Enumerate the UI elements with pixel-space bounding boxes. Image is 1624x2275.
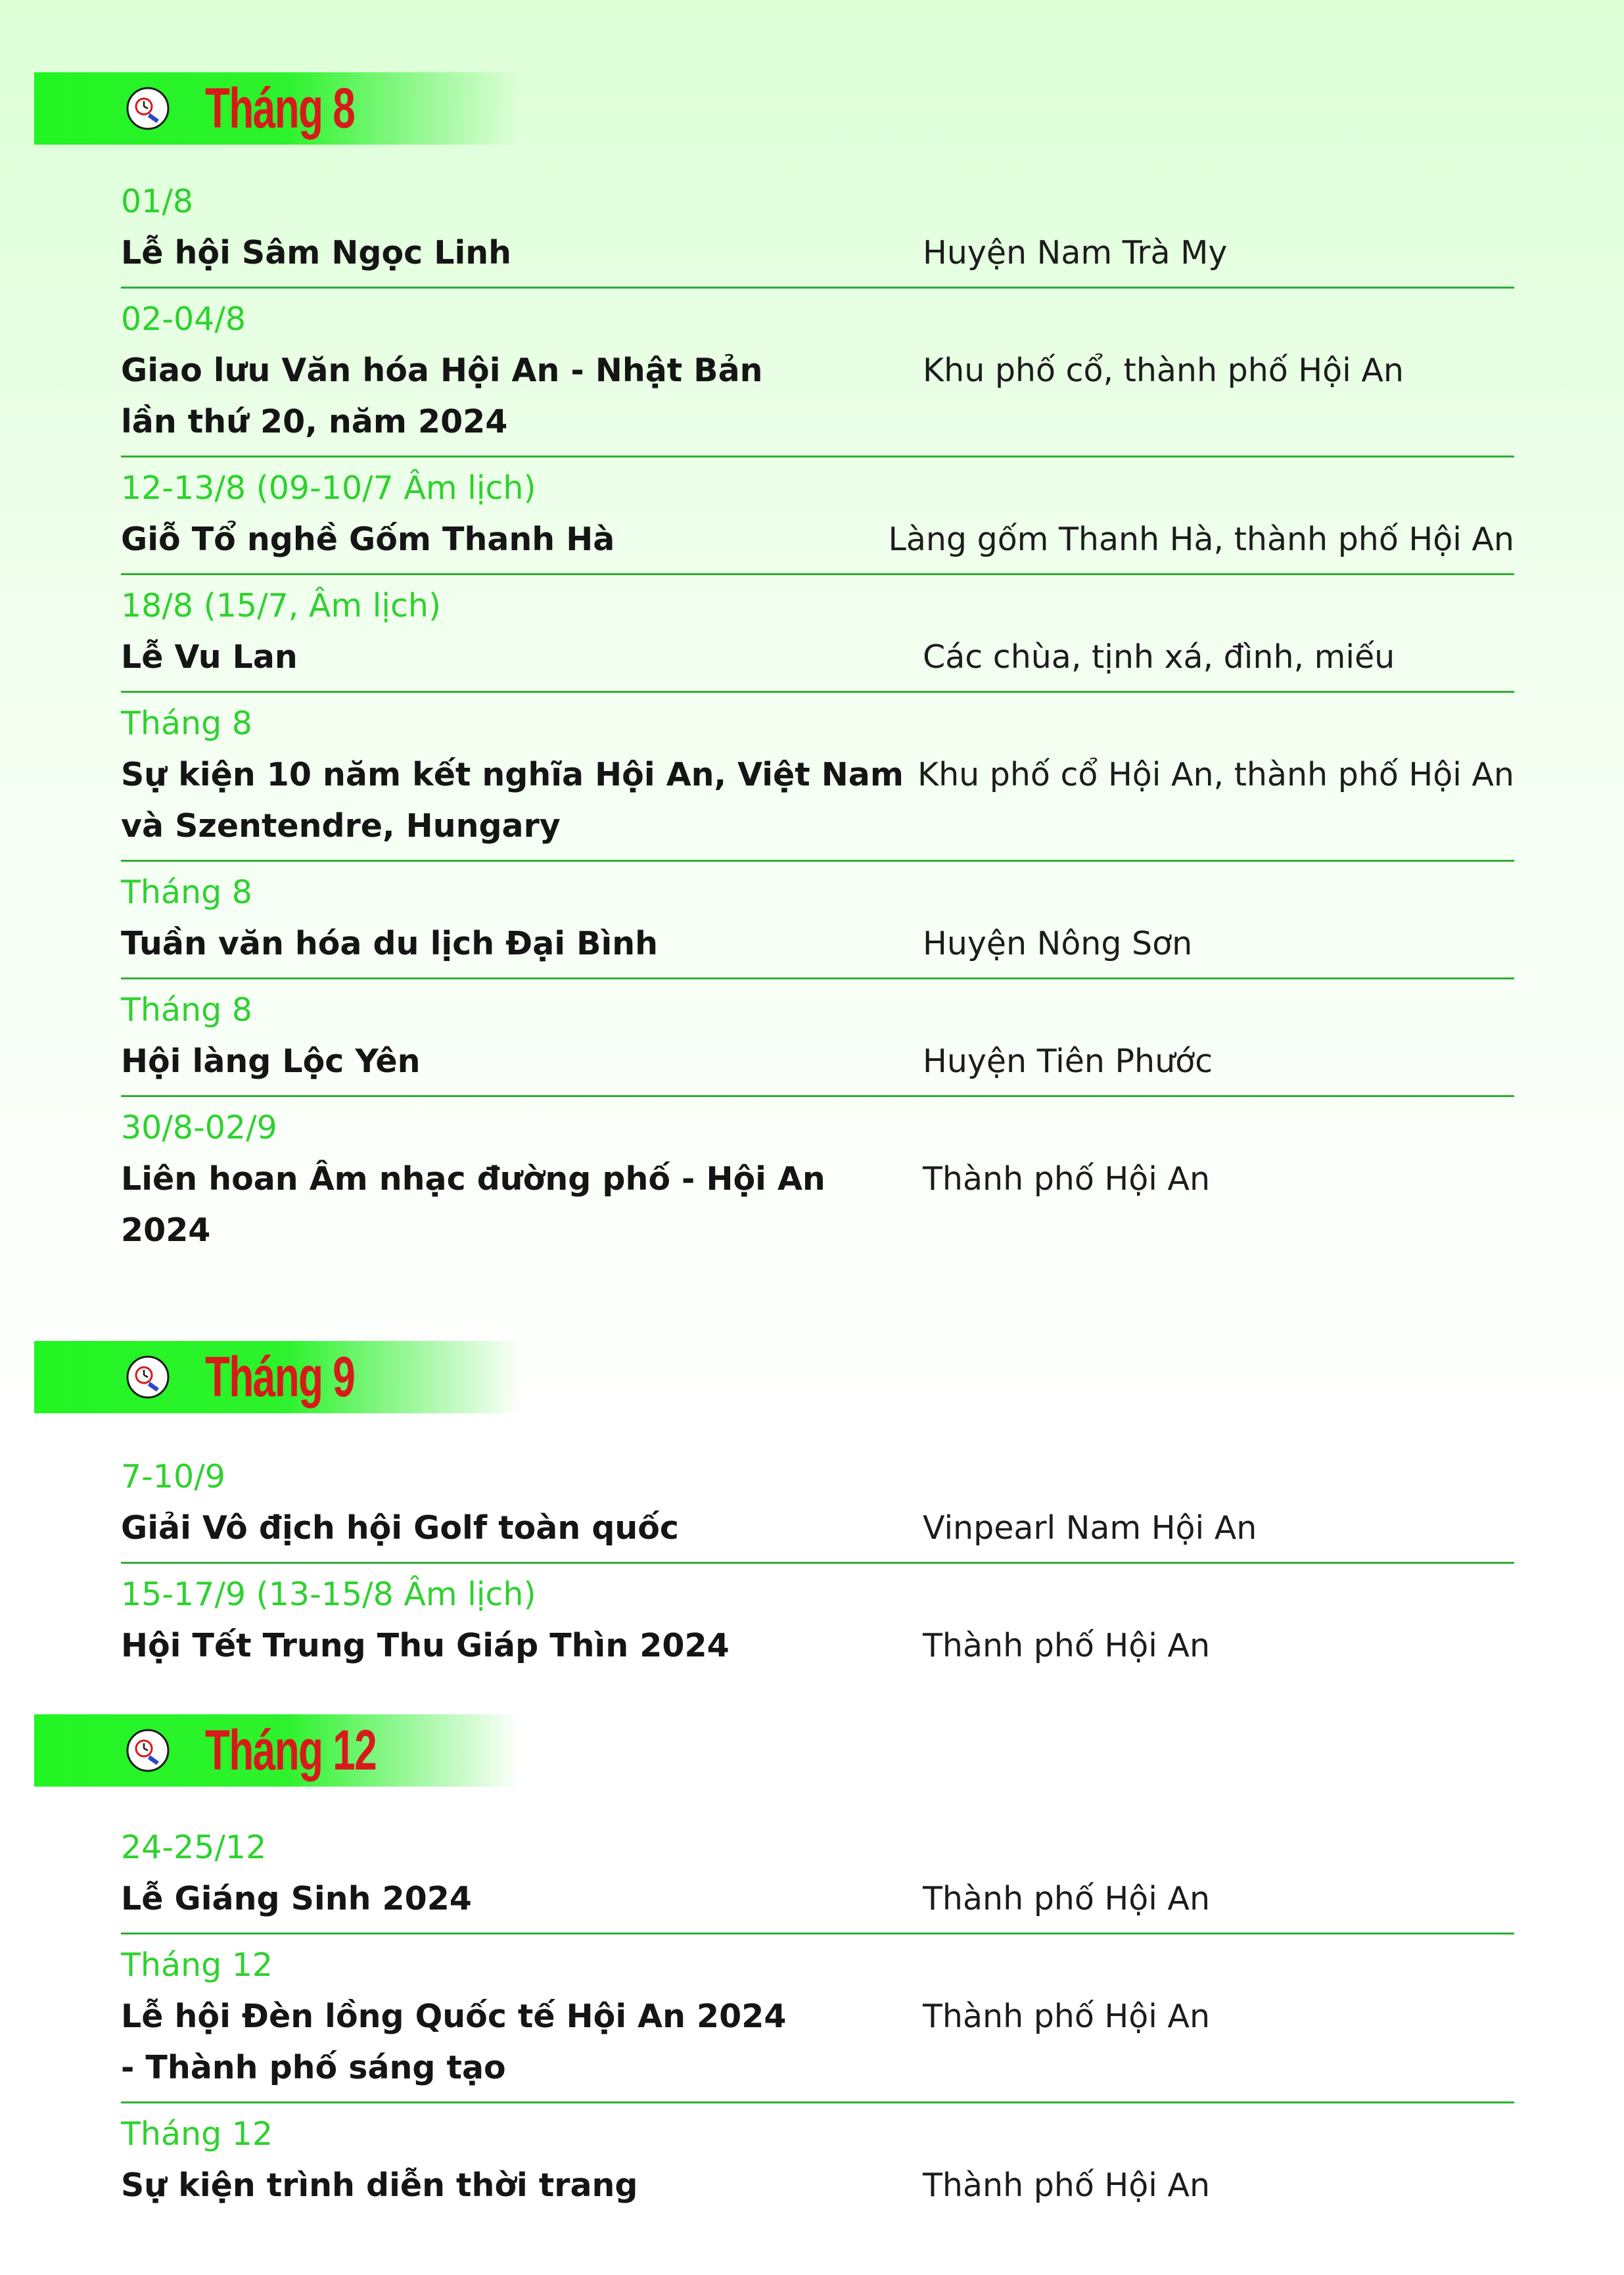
month-title: Tháng 12: [205, 1719, 377, 1782]
event-name-line: Giao lưu Văn hóa Hội An - Nhật Bản: [121, 352, 763, 389]
clock-hand-icon: [126, 1355, 170, 1399]
event-name: [121, 1503, 923, 1554]
event-name: [121, 1620, 923, 1672]
month-title: Tháng 8: [205, 77, 355, 140]
event-date: Tháng 12: [121, 2115, 273, 2153]
event-item: [121, 1817, 1514, 1935]
event-name-line: Lễ hội Sâm Ngọc Linh: [121, 234, 512, 271]
event-location: Huyện Nông Sơn: [923, 925, 1193, 962]
event-location: Thành phố Hội An: [923, 1160, 1211, 1198]
event-item: [121, 1097, 1514, 1264]
event-date: 7-10/9: [121, 1458, 225, 1495]
event-location: Thành phố Hội An: [923, 1998, 1211, 2035]
event-name: [121, 514, 889, 565]
month-title: Tháng 9: [205, 1346, 355, 1409]
event-name: [121, 632, 923, 683]
event-date: 24-25/12: [121, 1829, 267, 1866]
event-name-line: - Thành phố sáng tạo: [121, 2049, 506, 2086]
event-item: [121, 289, 1514, 457]
event-item: [121, 693, 1514, 862]
event-item: [121, 1935, 1514, 2103]
event-name: [121, 2160, 923, 2211]
event-name: [121, 1154, 923, 1256]
event-name-line: Sự kiện trình diễn thời trang: [121, 2167, 638, 2204]
clock-hand-icon: [126, 87, 170, 130]
month-header-9: [34, 1341, 521, 1413]
event-date: Tháng 8: [121, 991, 252, 1029]
event-location: Khu phố cổ Hội An, thành phố Hội An: [917, 756, 1514, 793]
event-item: [121, 979, 1514, 1097]
event-name: [121, 1873, 923, 1925]
event-location: Thành phố Hội An: [923, 1880, 1211, 1917]
clock-hand-icon: [126, 1729, 170, 1772]
event-date: Tháng 8: [121, 874, 252, 911]
event-location: Thành phố Hội An: [923, 1627, 1211, 1664]
event-location: Khu phố cổ, thành phố Hội An: [923, 352, 1404, 389]
event-list-12: [121, 1817, 1514, 2219]
event-date: 12-13/8 (09-10/7 Âm lịch): [121, 469, 536, 507]
event-name-line: Liên hoan Âm nhạc đường phố - Hội An 2024: [121, 1160, 825, 1249]
event-name: [121, 227, 923, 279]
event-item: [121, 1446, 1514, 1564]
event-item: [121, 862, 1514, 979]
event-item: [121, 2103, 1514, 2219]
event-date: Tháng 8: [121, 705, 252, 742]
event-name: [121, 918, 923, 970]
event-location: Huyện Tiên Phước: [923, 1043, 1213, 1080]
event-item: [121, 575, 1514, 693]
event-location: Huyện Nam Trà My: [923, 234, 1228, 271]
event-name-line: lần thứ 20, năm 2024: [121, 403, 508, 440]
event-name-line: Lễ hội Đèn lồng Quốc tế Hội An 2024: [121, 1998, 787, 2035]
event-list-8: [121, 171, 1514, 1264]
event-name-line: Tuần văn hóa du lịch Đại Bình: [121, 925, 659, 962]
event-name-line: Hội làng Lộc Yên: [121, 1043, 421, 1080]
event-date: 30/8-02/9: [121, 1109, 277, 1146]
event-item: [121, 171, 1514, 289]
event-name-line: Lễ Vu Lan: [121, 638, 298, 676]
event-item: [121, 457, 1514, 575]
event-date: Tháng 12: [121, 1946, 273, 1984]
event-name-line: Giải Vô địch hội Golf toàn quốc: [121, 1509, 679, 1547]
event-location: Làng gốm Thanh Hà, thành phố Hội An: [888, 521, 1514, 558]
event-name: [121, 1991, 923, 2094]
event-name-line: Giỗ Tổ nghề Gốm Thanh Hà: [121, 521, 615, 558]
event-date: 18/8 (15/7, Âm lịch): [121, 587, 442, 624]
event-name: [121, 345, 923, 448]
event-name-line: và Szentendre, Hungary: [121, 807, 561, 845]
event-date: 15-17/9 (13-15/8 Âm lịch): [121, 1576, 536, 1613]
event-name-line: Sự kiện 10 năm kết nghĩa Hội An, Việt Nam: [121, 756, 904, 793]
event-name: [121, 749, 917, 852]
event-location: Các chùa, tịnh xá, đình, miếu: [923, 638, 1395, 676]
event-name: [121, 1036, 923, 1087]
event-date: 01/8: [121, 183, 194, 220]
month-header-12: [34, 1714, 521, 1787]
event-name-line: Lễ Giáng Sinh 2024: [121, 1880, 472, 1917]
event-list-9: [121, 1446, 1514, 1679]
event-item: [121, 1564, 1514, 1679]
event-location: Vinpearl Nam Hội An: [923, 1509, 1257, 1547]
event-name-line: Hội Tết Trung Thu Giáp Thìn 2024: [121, 1627, 730, 1664]
month-header-8: [34, 72, 521, 145]
event-location: Thành phố Hội An: [923, 2167, 1211, 2204]
event-date: 02-04/8: [121, 300, 246, 338]
